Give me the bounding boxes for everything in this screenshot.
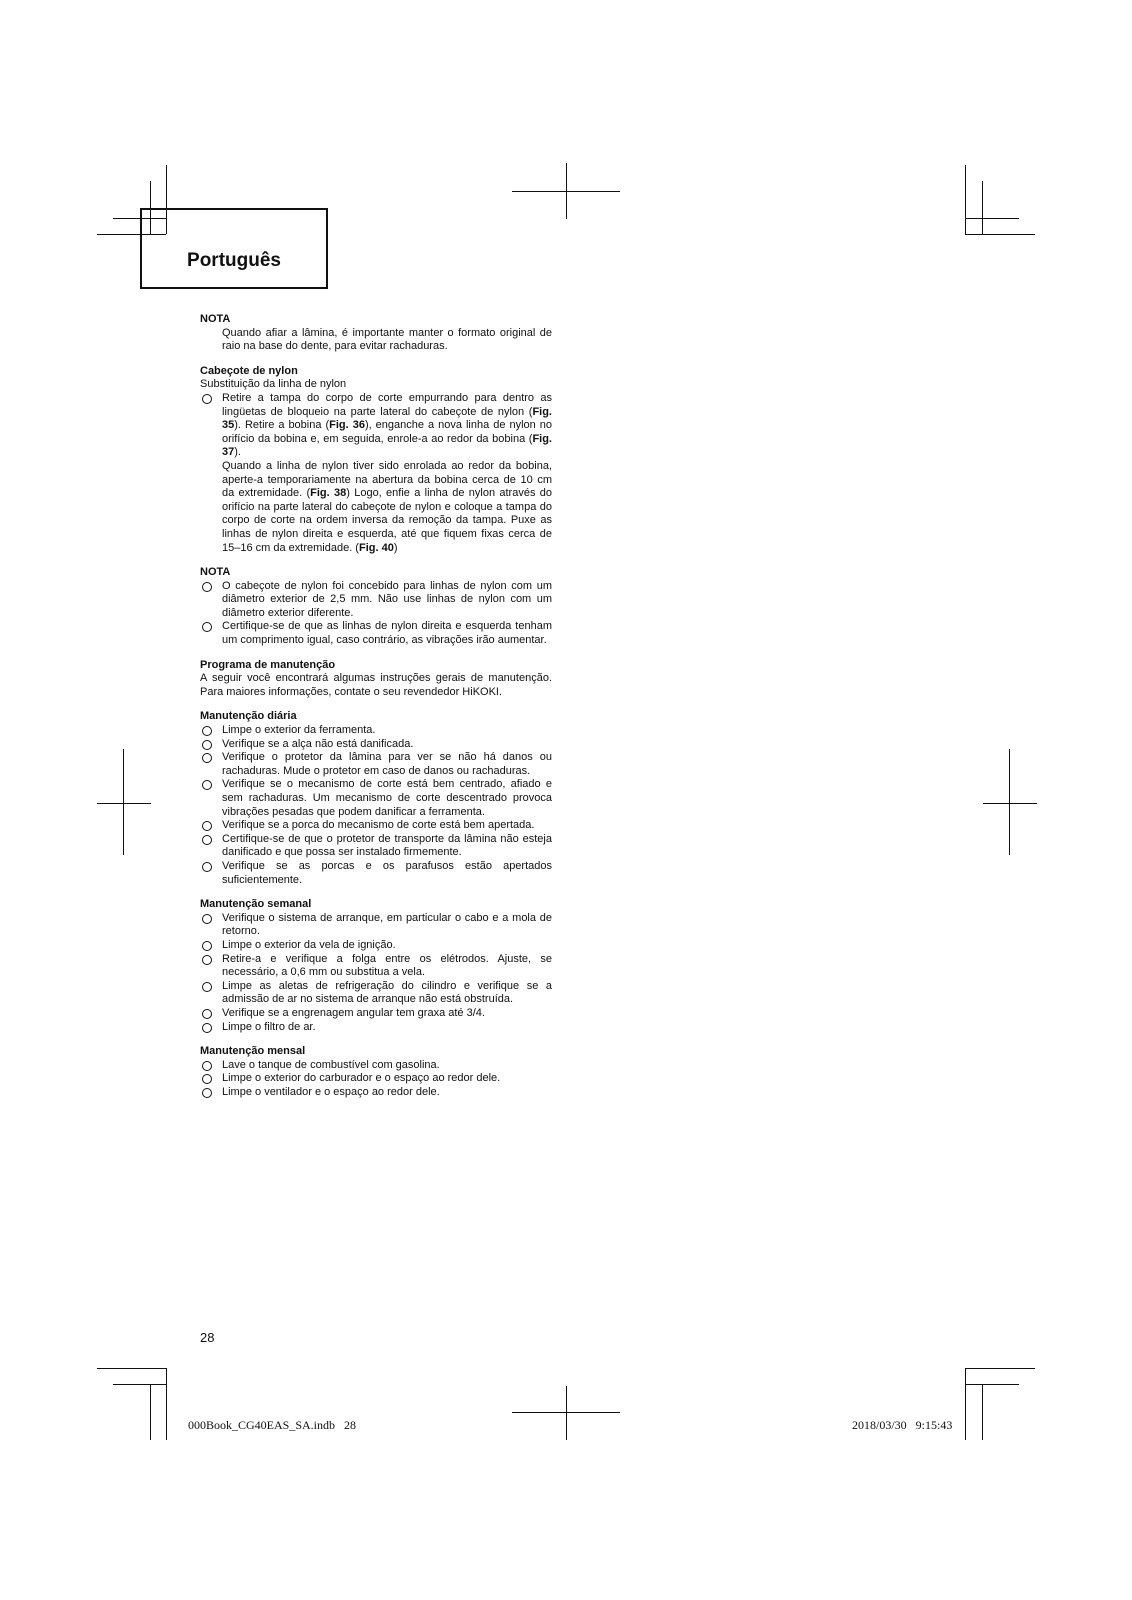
list-item: Lave o tanque de combustível com gasolina. bbox=[200, 1059, 552, 1073]
list-item: Verifique o protetor da lâmina para ver se não há danos ou rachaduras. Mude o protetor em caso de danos ou rachaduras. bbox=[200, 751, 552, 778]
list-item: Verifique se o mecanismo de corte está bem centrado, afiado e sem rachaduras. Um mecanismo de corte descentrado provoca vibrações pesadas que podem danificar a ferramenta. bbox=[200, 778, 552, 819]
page-number: 28 bbox=[200, 1330, 215, 1345]
figure-ref: Fig. 35 bbox=[222, 405, 552, 432]
paragraph: Quando a linha de nylon tiver sido enrolada ao redor da bobina, aperte-a temporariamente na abertura da bobina cerca de 10 cm da extremidade. (Fig. 38) Logo, enfie a linha de nylon através do orifício na parte lateral do cabeçote de nylon e coloque a tampa do corpo de corte na ordem inversa da remoção da tampa. Puxe as linhas de nylon direita e esquerda, até que fiquem fixas cerca de 15–16 cm da extremidade. (Fig. 40) bbox=[222, 459, 552, 554]
nota-text: Quando afiar a lâmina, é importante manter o formato original de raio na base do dente, para evitar rachaduras. bbox=[222, 326, 552, 353]
list-item: O cabeçote de nylon foi concebido para linhas de nylon com um diâmetro exterior de 2,5 mm. Não use linhas de nylon com um diâmetro exterior diferente. bbox=[200, 580, 552, 621]
list-item: Limpe o exterior da vela de ignição. bbox=[200, 939, 552, 953]
weekly-maintenance-section bbox=[200, 898, 552, 1034]
list-item: Limpe o filtro de ar. bbox=[200, 1021, 552, 1035]
list-item: Limpe o exterior do carburador e o espaço ao redor dele. bbox=[200, 1072, 552, 1086]
figure-ref: Fig. 38 bbox=[310, 487, 347, 500]
nota-title: NOTA bbox=[200, 566, 231, 579]
list-item: Verifique se a engrenagem angular tem graxa até 3/4. bbox=[200, 1007, 552, 1021]
list-item: Certifique-se de que o protetor de transporte da lâmina não esteja danificado e que possa ser instalado firmemente. bbox=[200, 833, 552, 860]
list-item: Verifique se as porcas e os parafusos estão apertados suficientemente. bbox=[200, 860, 552, 887]
list-item: Retire a tampa do corpo de corte empurrando para dentro as lingüetas de bloqueio na parte lateral do cabeçote de nylon (Fig. 35). Retire a bobina (Fig. 36), enganche a nova linha de nylon no orifício da bobina e, em seguida, enrole-a ao redor da bobina (Fig. 37). bbox=[200, 392, 552, 460]
figure-ref: Fig. 40 bbox=[358, 541, 394, 554]
paragraph: A seguir você encontrará algumas instruções gerais de manutenção. Para maiores informações, contate o seu revendedor HiKOKI. bbox=[200, 672, 552, 698]
figure-ref: Fig. 36 bbox=[329, 419, 365, 432]
daily-maintenance-section bbox=[200, 710, 552, 887]
section-title: Cabeçote de nylon bbox=[200, 364, 298, 377]
list-item: Limpe o exterior da ferramenta. bbox=[200, 724, 552, 738]
footer-filename: 000Book_CG40EAS_SA.indb 28 bbox=[188, 1418, 357, 1432]
language-tab bbox=[140, 208, 328, 289]
nota-title: NOTA bbox=[200, 313, 231, 325]
section-subtitle: Substituição da linha de nylon bbox=[200, 378, 347, 391]
language-tab-label: Português bbox=[187, 250, 281, 271]
nylon-head-section bbox=[200, 365, 552, 555]
list-item: Verifique se a porca do mecanismo de corte está bem apertada. bbox=[200, 819, 552, 833]
footer-timestamp: 2018/03/30 9:15:43 bbox=[852, 1418, 953, 1432]
section-title: Manutenção diária bbox=[200, 710, 297, 723]
monthly-maintenance-section bbox=[200, 1045, 552, 1099]
nota-section-2 bbox=[200, 566, 552, 648]
nota-section-1 bbox=[200, 313, 552, 354]
list-item: Limpe as aletas de refrigeração do cilindro e verifique se a admissão de ar no sistema de arranque não está obstruída. bbox=[200, 980, 552, 1007]
list-item: Limpe o ventilador e o espaço ao redor dele. bbox=[200, 1086, 552, 1100]
list-item: Verifique o sistema de arranque, em particular o cabo e a mola de retorno. bbox=[200, 912, 552, 939]
section-title: Manutenção mensal bbox=[200, 1045, 306, 1058]
list-item: Certifique-se de que as linhas de nylon direita e esquerda tenham um comprimento igual, caso contrário, as vibrações irão aumentar. bbox=[200, 620, 552, 647]
main-text-column bbox=[200, 313, 552, 1110]
figure-ref: Fig. 37 bbox=[222, 432, 552, 459]
list-item: Retire-a e verifique a folga entre os elétrodos. Ajuste, se necessário, a 0,6 mm ou substitua a vela. bbox=[200, 953, 552, 980]
list-item: Verifique se a alça não está danificada. bbox=[200, 738, 552, 752]
section-title: Programa de manutenção bbox=[200, 658, 336, 671]
section-title: Manutenção semanal bbox=[200, 898, 312, 911]
maintenance-program-section bbox=[200, 659, 552, 700]
